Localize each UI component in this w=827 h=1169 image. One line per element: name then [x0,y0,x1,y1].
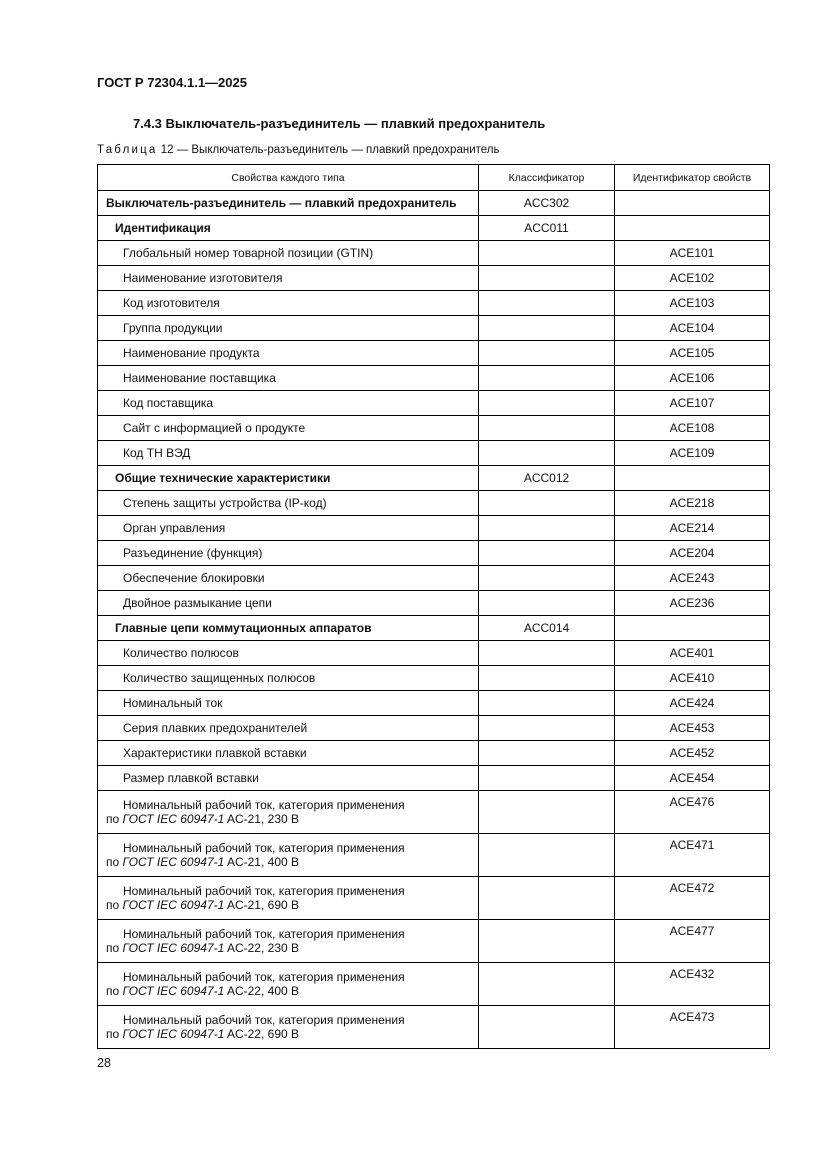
property-name-line-2 [106,1027,478,1041]
property-id-cell: ACE453 [615,716,770,741]
property-id-cell: ACE401 [615,641,770,666]
property-id-cell: ACE471 [615,834,770,877]
property-id-cell [615,616,770,641]
property-id-cell [615,466,770,491]
property-id-cell: ACE105 [615,341,770,366]
table-row [98,920,770,963]
table-row [98,241,770,266]
classifier-cell [479,641,615,666]
property-name-line-2 [106,941,478,955]
classifier-cell: ACC012 [479,466,615,491]
property-id-cell: ACE432 [615,963,770,1006]
property-name-prefix: по [106,855,123,869]
property-name-line-1: Номинальный рабочий ток, категория применения [123,1013,405,1027]
property-name: Серия плавких предохранителей [98,716,479,741]
property-name: Код ТН ВЭД [98,441,479,466]
property-name: Количество полюсов [98,641,479,666]
property-name: Номинальный ток [98,691,479,716]
table-row [98,963,770,1006]
classifier-cell [479,691,615,716]
table-row [98,834,770,877]
properties-table [97,164,770,1049]
property-name [98,834,479,877]
property-id-cell [615,191,770,216]
property-name-suffix: AC-22, 400 В [224,984,300,998]
classifier-cell [479,920,615,963]
table-row [98,741,770,766]
table-row [98,877,770,920]
classifier-cell [479,491,615,516]
property-name: Группа продукции [98,316,479,341]
property-name: Степень защиты устройства (IP-код) [98,491,479,516]
property-id-cell: ACE107 [615,391,770,416]
property-name: Разъединение (функция) [98,541,479,566]
property-id-cell: ACE218 [615,491,770,516]
property-id-cell: ACE472 [615,877,770,920]
table-row [98,466,770,491]
property-name: Характеристики плавкой вставки [98,741,479,766]
table-caption-text: 12 — Выключатель-разъединитель — плавкий предохранитель [160,144,500,156]
property-id-cell: ACE236 [615,591,770,616]
section-title: 7.4.3 Выключатель-разъединитель — плавкий предохранитель [133,116,546,131]
table-row [98,191,770,216]
property-name: Количество защищенных полюсов [98,666,479,691]
table-row [98,616,770,641]
classifier-cell [479,963,615,1006]
property-name-suffix: AC-22, 230 В [224,941,300,955]
standard-reference: ГОСТ IEC 60947-1 [122,1027,225,1041]
classifier-cell [479,791,615,834]
classifier-cell [479,341,615,366]
property-id-cell: ACE104 [615,316,770,341]
property-name: Код изготовителя [98,291,479,316]
property-name-prefix: по [106,898,123,912]
classifier-cell: ACC014 [479,616,615,641]
property-name: Сайт с информацией о продукте [98,416,479,441]
column-header-properties: Свойства каждого типа [98,165,479,191]
property-id-cell: ACE477 [615,920,770,963]
table-row [98,216,770,241]
standard-reference: ГОСТ IEC 60947-1 [122,898,225,912]
standard-reference: ГОСТ IEC 60947-1 [122,984,225,998]
classifier-cell [479,366,615,391]
column-header-property-id: Идентификатор свойств [615,165,770,191]
page-number: 28 [97,1056,111,1070]
property-name-line-1: Номинальный рабочий ток, категория применения [123,841,405,855]
table-row [98,666,770,691]
table-row [98,1006,770,1049]
property-id-cell: ACE473 [615,1006,770,1049]
classifier-cell [479,766,615,791]
table-row [98,766,770,791]
property-name-line-1: Номинальный рабочий ток, категория применения [123,927,405,941]
classifier-cell [479,416,615,441]
property-name: Наименование изготовителя [98,266,479,291]
property-name-prefix: по [106,1027,123,1041]
property-name-line-2 [106,855,478,869]
property-name-line-2 [106,984,478,998]
property-name: Обеспечение блокировки [98,566,479,591]
property-id-cell: ACE452 [615,741,770,766]
property-name-suffix: AC-21, 690 В [224,898,300,912]
property-name: Код поставщика [98,391,479,416]
property-id-cell: ACE476 [615,791,770,834]
classifier-cell [479,566,615,591]
property-name-line-1: Номинальный рабочий ток, категория применения [123,798,405,812]
table-body [98,191,770,1049]
table-row [98,291,770,316]
property-name [98,1006,479,1049]
property-name-suffix: AC-22, 690 В [224,1027,300,1041]
property-id-cell: ACE108 [615,416,770,441]
property-name [98,791,479,834]
property-id-cell: ACE106 [615,366,770,391]
property-id-cell: ACE109 [615,441,770,466]
table-row [98,716,770,741]
standard-reference: ГОСТ IEC 60947-1 [122,855,225,869]
classifier-cell [479,877,615,920]
table-row [98,366,770,391]
property-name: Орган управления [98,516,479,541]
property-id-cell: ACE204 [615,541,770,566]
property-name-line-1: Номинальный рабочий ток, категория применения [123,884,405,898]
property-id-cell: ACE410 [615,666,770,691]
classifier-cell [479,266,615,291]
table-caption [97,144,499,156]
property-name [98,920,479,963]
property-id-cell [615,216,770,241]
property-name-line-2 [106,812,478,826]
column-header-classifier: Классификатор [479,165,615,191]
classifier-cell [479,516,615,541]
property-name [98,963,479,1006]
classifier-cell [479,441,615,466]
property-name: Идентификация [98,216,479,241]
table-row [98,641,770,666]
classifier-cell: ACC302 [479,191,615,216]
table-row [98,316,770,341]
property-name-prefix: по [106,812,123,826]
table-row [98,416,770,441]
property-id-cell: ACE103 [615,291,770,316]
table-row [98,566,770,591]
table-row [98,491,770,516]
table-row [98,516,770,541]
table-header-row [98,165,770,191]
classifier-cell [479,834,615,877]
classifier-cell [479,241,615,266]
table-row [98,391,770,416]
classifier-cell [479,541,615,566]
property-name-line-2 [106,898,478,912]
property-id-cell: ACE454 [615,766,770,791]
classifier-cell [479,391,615,416]
classifier-cell [479,291,615,316]
property-id-cell: ACE243 [615,566,770,591]
property-id-cell: ACE424 [615,691,770,716]
table-caption-label: Таблица [97,144,158,156]
classifier-cell [479,666,615,691]
document-code: ГОСТ Р 72304.1.1—2025 [97,75,247,90]
property-name: Общие технические характеристики [98,466,479,491]
property-name: Выключатель-разъединитель — плавкий предохранитель [98,191,479,216]
property-name-suffix: AC-21, 400 В [224,855,300,869]
property-name-prefix: по [106,984,123,998]
standard-reference: ГОСТ IEC 60947-1 [122,941,225,955]
property-name [98,877,479,920]
property-name-line-1: Номинальный рабочий ток, категория применения [123,970,405,984]
classifier-cell: ACC011 [479,216,615,241]
table-row [98,266,770,291]
table-row [98,591,770,616]
property-name: Наименование продукта [98,341,479,366]
property-id-cell: ACE102 [615,266,770,291]
classifier-cell [479,1006,615,1049]
classifier-cell [479,591,615,616]
property-id-cell: ACE101 [615,241,770,266]
table-row [98,441,770,466]
classifier-cell [479,316,615,341]
classifier-cell [479,741,615,766]
classifier-cell [479,716,615,741]
property-name: Глобальный номер товарной позиции (GTIN) [98,241,479,266]
property-name: Двойное размыкание цепи [98,591,479,616]
property-name: Наименование поставщика [98,366,479,391]
property-id-cell: ACE214 [615,516,770,541]
standard-reference: ГОСТ IEC 60947-1 [122,812,225,826]
property-name: Главные цепи коммутационных аппаратов [98,616,479,641]
table-row [98,341,770,366]
table-row [98,691,770,716]
table-row [98,541,770,566]
property-name: Размер плавкой вставки [98,766,479,791]
property-name-suffix: AC-21, 230 В [224,812,300,826]
table-row [98,791,770,834]
property-name-prefix: по [106,941,123,955]
